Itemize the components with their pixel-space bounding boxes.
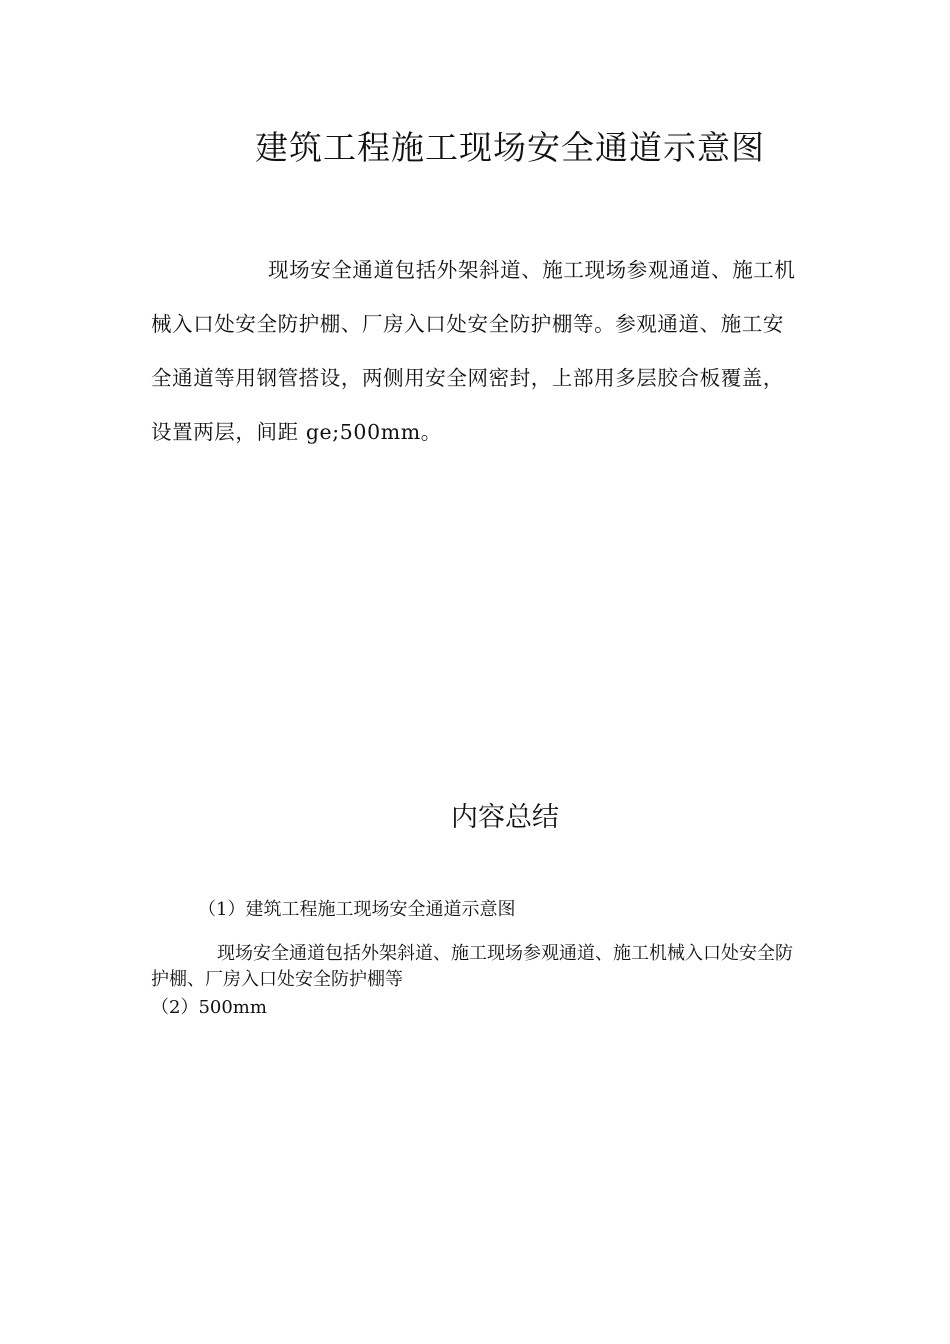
summary-text: 现场安全通道包括外架斜道、施工现场参观通道、施工机械入口处安全防护棚、厂房入口处安全防护棚等 xyxy=(151,943,793,990)
summary-item-2: （2）500mm xyxy=(151,997,267,1018)
summary-heading: 内容总结 xyxy=(451,802,559,833)
document-title: 建筑工程施工现场安全通道示意图 xyxy=(255,128,765,167)
body-paragraph: 现场安全通道包括外架斜道、施工现场参观通道、施工机械入口处安全防护棚、厂房入口处安全防护棚等。参观通道、施工安全通道等用钢管搭设，两侧用安全网密封，上部用多层胶合板覆盖，设置两层，间距 ge;500mm。 xyxy=(151,258,796,444)
summary-item-1: （1）建筑工程施工现场安全通道示意图 xyxy=(198,899,516,920)
